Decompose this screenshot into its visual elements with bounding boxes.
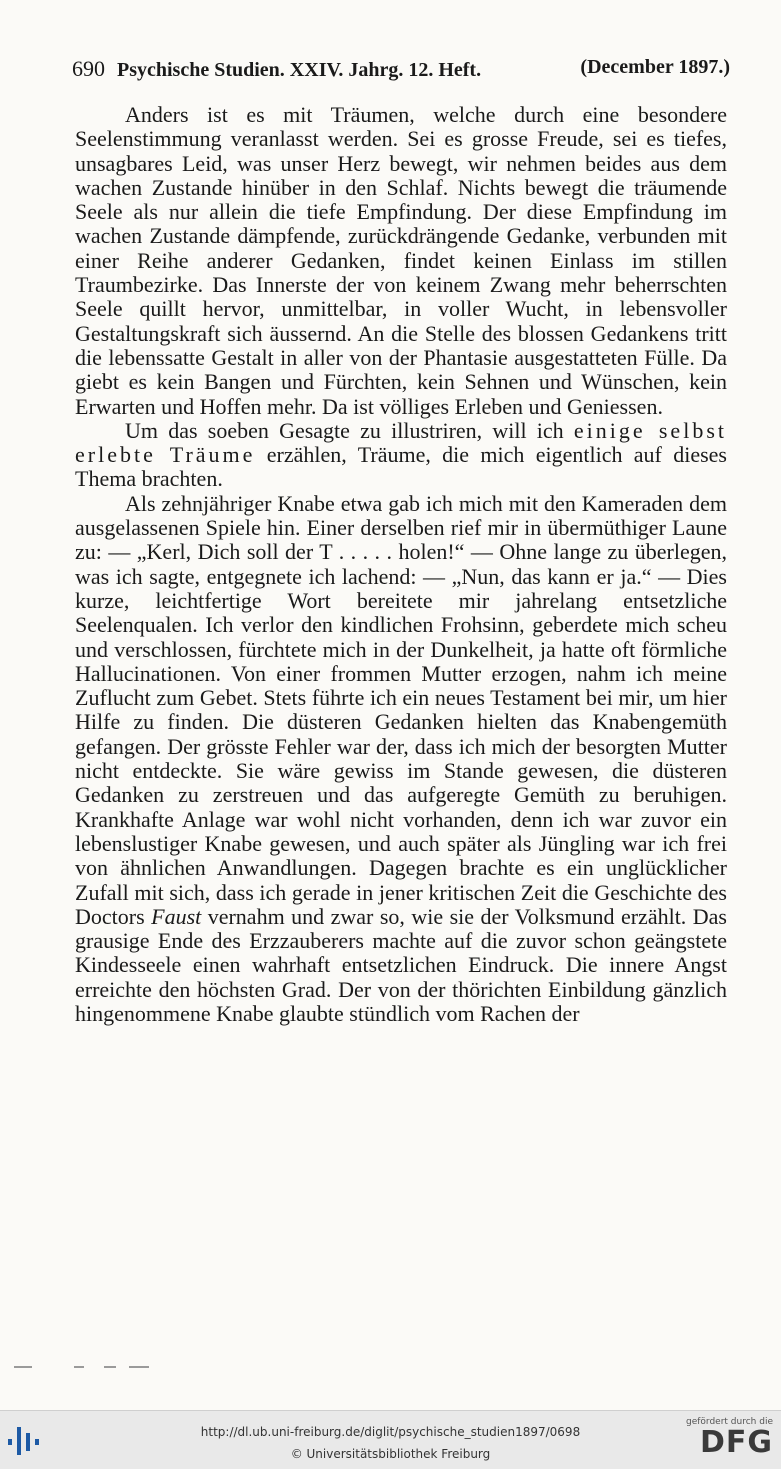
copyright-notice: © Universitätsbibliothek Freiburg	[290, 1447, 491, 1461]
paragraph-2-text-a: Um das soeben Gesagte zu illustriren, will ich	[125, 417, 574, 443]
dfg-logo-text: DFG	[699, 1425, 773, 1460]
dfg-logo	[683, 1417, 773, 1459]
spaced-emphasis: einige selbst erlebte Träume	[75, 417, 727, 468]
paragraph-2-text-b: erzählen, Träume, die mich eigentlich auf dieses Thema brachten.	[75, 442, 727, 492]
scan-artifact	[14, 1366, 164, 1370]
paragraph-3	[75, 492, 727, 1027]
issue-date: (December 1897.)	[580, 56, 730, 78]
page-number: 690	[72, 56, 105, 81]
dfg-caption: gefördert durch die	[686, 1417, 773, 1427]
paragraph-2	[75, 419, 727, 492]
running-header	[72, 56, 730, 82]
body-text	[75, 103, 727, 1026]
permalink-url[interactable]: http://dl.ub.uni-freiburg.de/diglit/psychische_studien1897/0698	[200, 1425, 581, 1439]
paragraph-3-text-a: Als zehnjähriger Knabe etwa gab ich mich mit den Kameraden dem ausgelassenen Spiele hin. Einer derselben rief mir in übermüthiger Laune zu: — „Kerl, Dich soll der T . . . . . holen!“ — Ohne lange zu überlegen, was ich sagte, entgegnete ich lachend: — „Nun, das kann er ja.“ — Dies kurze, leichtfertige Wort bereitete mir jahrelang entsetzliche Seelenqualen. Ich verlor den kindlichen Frohsinn, geberdete mich scheu und verschlossen, fürchtete mich in der Dunkelheit, ja hatte oft förmliche Hallucinationen. Von einer frommen Mutter erzogen, nahm ich meine Zuflucht zum Gebet. Stets führte ich ein neues Testament bei mir, um hier Hilfe zu finden. Die düsteren Gedanken hielten das Knabengemüth gefangen. Der grösste Fehler war der, dass ich mich der besorgten Mutter nicht entdeckte. Sie wäre gewiss im Stande gewesen, die düsteren Gedanken zu zerstreuen und das aufgeregte Gemüth zu beruhigen. Krankhafte Anlage war wohl nicht vorhanden, denn ich war zuvor ein lebenslustiger Knabe gewesen, und auch später als Jüngling war ich frei von ähnlichen Anwandlungen. Dagegen brachte es ein unglücklicher Zufall mit sich, dass ich gerade in jener kritischen Zeit die Geschichte des Doctors	[75, 490, 727, 929]
italic-emphasis: Faust	[151, 903, 202, 929]
paragraph-3-text-b: vernahm und zwar so, wie sie der Volksmund erzählt. Das grausige Ende des Erzzauberers machte auf die zuvor schon geängstete Kindesseele einen wahrhaft entsetzlichen Eindruck. Die innere Angst erreichte den höchsten Grad. Der von der thörichten Einbildung gänzlich hingenommene Knabe glaubte stündlich vom Rachen der	[75, 903, 727, 1026]
paragraph-1: Anders ist es mit Träumen, welche durch eine besondere Seelenstimmung veranlasst werden. Sei es grosse Freude, sei es tiefes, unsagbares Leid, was unser Herz bewegt, wir nehmen beides aus dem wachen Zustande hinüber in den Schlaf. Nichts bewegt die träumende Seele als nur allein die tiefe Empfindung. Der diese Empfindung im wachen Zustande dämpfende, zurückdrängende Gedanke, verbunden mit einer Reihe anderer Gedanken, findet keinen Einlass im stillen Traumbezirke. Das Innerste der von keinem Zwang mehr beherrschten Seele quillt hervor, unmittelbar, in voller Wucht, in lebensvoller Gestaltungskraft sich äussernd. An die Stelle des blossen Gedankens tritt die lebenssatte Gestalt in aller von der Phantasie ausgestatteten Fülle. Da giebt es kein Bangen und Fürchten, kein Sehnen und Wünschen, kein Erwarten und Hoffen mehr. Da ist völliges Erleben und Geniessen.	[75, 102, 727, 419]
viewer-footer	[0, 1410, 781, 1469]
journal-title: Psychische Studien. XXIV. Jahrg. 12. Heft.	[117, 59, 482, 81]
